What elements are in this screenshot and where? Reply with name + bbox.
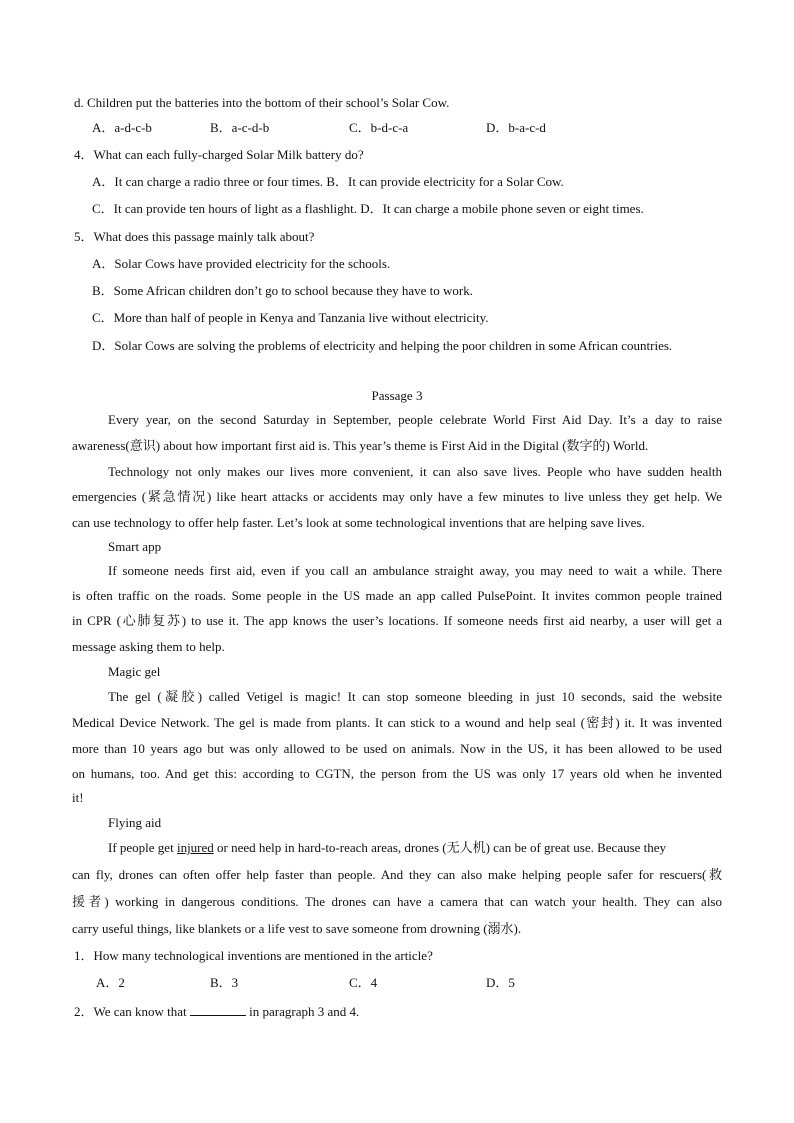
p4-line-1: The gel (凝胶) called Vetigel is magic! It can stop someone bleeding in just 10 seconds, said the website: [108, 689, 722, 704]
q3-option-a: A．a-d-c-b: [92, 120, 152, 135]
passage-title: Passage 3: [371, 388, 423, 403]
p5-line-1-pre: If people get: [108, 840, 177, 855]
q3-option-b: B．a-c-d-b: [210, 120, 270, 135]
p5-line-3: 援者) working in dangerous conditions. The drones can have a camera that can watch your health. They can also: [72, 894, 722, 909]
q5-option-a: A．Solar Cows have provided electricity for the schools.: [92, 256, 391, 271]
q2-stem-pre: 2．We can know that: [74, 1004, 190, 1019]
q3-item-d: d. Children put the batteries into the bottom of their school’s Solar Cow.: [74, 95, 450, 110]
q1-option-d: D．5: [486, 975, 515, 990]
q5-option-b: B．Some African children don’t go to school because they have to work.: [92, 283, 474, 298]
question-2-stem: [74, 1003, 359, 1020]
q3-option-d: D．b-a-c-d: [486, 120, 546, 135]
p4-line-2: Medical Device Network. The gel is made from plants. It can stick to a wound and help seal (密封) it. It was invented: [72, 715, 722, 730]
heading-flying-aid: Flying aid: [108, 815, 162, 830]
p5-line-1: [108, 840, 722, 856]
p4-line-5: it!: [72, 790, 84, 805]
heading-magic-gel: Magic gel: [108, 664, 161, 679]
q4-options-line1: A．It can charge a radio three or four times. B．It can provide electricity for a Solar Cow.: [92, 174, 564, 189]
p1-line-1: Every year, on the second Saturday in September, people celebrate World First Aid Day. It’s a day to raise: [108, 412, 722, 427]
p2-line-1: Technology not only makes our lives more convenient, it can also save lives. People who have sudden health: [108, 464, 722, 479]
p4-line-4: on humans, too. And get this: according to CGTN, the person from the US was only 17 years old when he invented: [72, 766, 722, 781]
p5-line-2: can fly, drones can often offer help faster than people. And they can also make helping people safer for rescuers(救: [72, 867, 722, 882]
p3-line-1: If someone needs first aid, even if you call an ambulance straight away, you may need to wait a while. There: [108, 563, 722, 578]
q5-option-d: D．Solar Cows are solving the problems of electricity and helping the poor children in some African countries.: [92, 338, 673, 353]
q5-stem: 5．What does this passage mainly talk about?: [74, 229, 315, 244]
q1-option-b: B．3: [210, 975, 239, 990]
q2-stem-post: in paragraph 3 and 4.: [245, 1004, 360, 1019]
p3-line-2: is often traffic on the roads. Some people in the US made an app called PulsePoint. It invites common people trained: [72, 588, 722, 603]
q1-option-a: A．2: [96, 975, 125, 990]
p2-line-2: emergencies (紧急情况) like heart attacks or accidents may only have a few minutes to live unless they get help. We: [72, 489, 722, 504]
p2-line-3: can use technology to offer help faster. Let’s look at some technological inventions that are helping save lives.: [72, 515, 645, 530]
q4-stem: 4．What can each fully-charged Solar Milk battery do?: [74, 147, 364, 162]
p3-line-3: in CPR (心肺复苏) to use it. The app knows the user’s locations. If someone needs first aid nearby, a user will get a: [72, 613, 722, 628]
p4-line-3: more than 10 years ago but was only allowed to be used on animals. Now in the US, it has been allowed to be used: [72, 741, 722, 756]
heading-smart-app: Smart app: [108, 539, 162, 554]
p5-line-4: carry useful things, like blankets or a life vest to save someone from drowning (溺水).: [72, 921, 522, 936]
p5-line-1-post: or need help in hard-to-reach areas, drones (无人机) can be of great use. Because they: [213, 840, 667, 855]
underlined-word-injured: injured: [176, 840, 214, 855]
answer-blank[interactable]: [190, 1003, 246, 1016]
question-1-stem: 1．How many technological inventions are mentioned in the article?: [74, 948, 433, 963]
q5-option-c: C．More than half of people in Kenya and Tanzania live without electricity.: [92, 310, 489, 325]
q3-option-c: C．b-d-c-a: [349, 120, 409, 135]
q4-options-line2: C．It can provide ten hours of light as a flashlight. D．It can charge a mobile phone seven or eight times.: [92, 201, 644, 216]
p3-line-4: message asking them to help.: [72, 639, 225, 654]
q1-option-c: C．4: [349, 975, 378, 990]
p1-line-2: awareness(意识) about how important first aid is. This year’s theme is First Aid in the Digital (数字的) World.: [72, 438, 649, 453]
